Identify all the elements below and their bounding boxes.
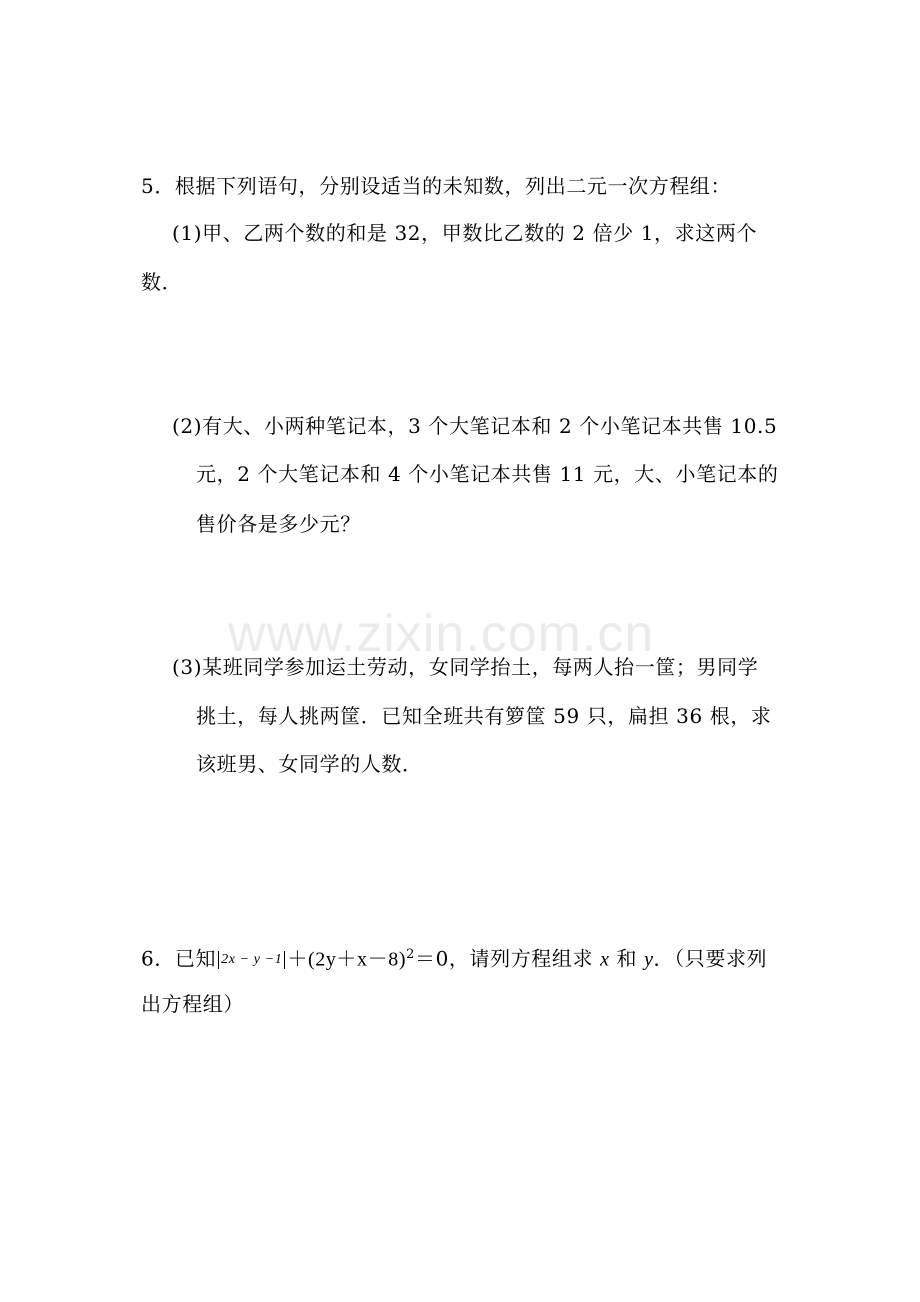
question-5-part-3-line-1: (3)某班同学参加运土劳动，女同学抬土，每两人抬一筐；男同学 xyxy=(172,655,759,679)
question-6-line-1 xyxy=(141,941,767,977)
absolute-value-expression xyxy=(216,946,287,974)
question-6-exponent: 2 xyxy=(406,947,415,962)
question-6-square-term: ＋(2y＋x－8) xyxy=(287,948,407,971)
question-5-stem: 5．根据下列语句，分别设适当的未知数，列出二元一次方程组： xyxy=(141,174,732,198)
question-5-part-1-line-2: 数． xyxy=(141,270,183,294)
variable-y: y xyxy=(644,948,654,971)
watermark: www.zixin.com.cn xyxy=(228,605,655,663)
question-6-line-2: 出方程组） xyxy=(141,992,244,1016)
question-5-part-2-line-3: 售价各是多少元？ xyxy=(196,512,361,536)
question-5-part-2-line-1: (2)有大、小两种笔记本，3 个大笔记本和 2 个小笔记本共售 10.5 xyxy=(172,414,778,438)
question-5-part-3-line-2: 挑土，每人挑两筐．已知全班共有箩筐 59 只，扁担 36 根，求 xyxy=(196,704,772,728)
absolute-value-inner: 2x − y −1 xyxy=(221,952,283,968)
question-6-rest-a: ＝0，请列方程组求 xyxy=(414,946,601,971)
question-5-part-2-line-2: 元，2 个大笔记本和 4 个小笔记本共售 11 元，大、小笔记本的 xyxy=(196,462,779,486)
question-5-part-3-line-3: 该班男、女同学的人数． xyxy=(196,752,423,776)
question-5-part-1-line-1: (1)甲、乙两个数的和是 32，甲数比乙数的 2 倍少 1，求这两个 xyxy=(172,221,758,245)
variable-x: x xyxy=(600,948,610,971)
question-6-and: 和 xyxy=(609,946,645,971)
question-6-prefix: 6．已知 xyxy=(141,946,217,971)
question-6-rest-b: ．（只要求列 xyxy=(653,946,768,971)
